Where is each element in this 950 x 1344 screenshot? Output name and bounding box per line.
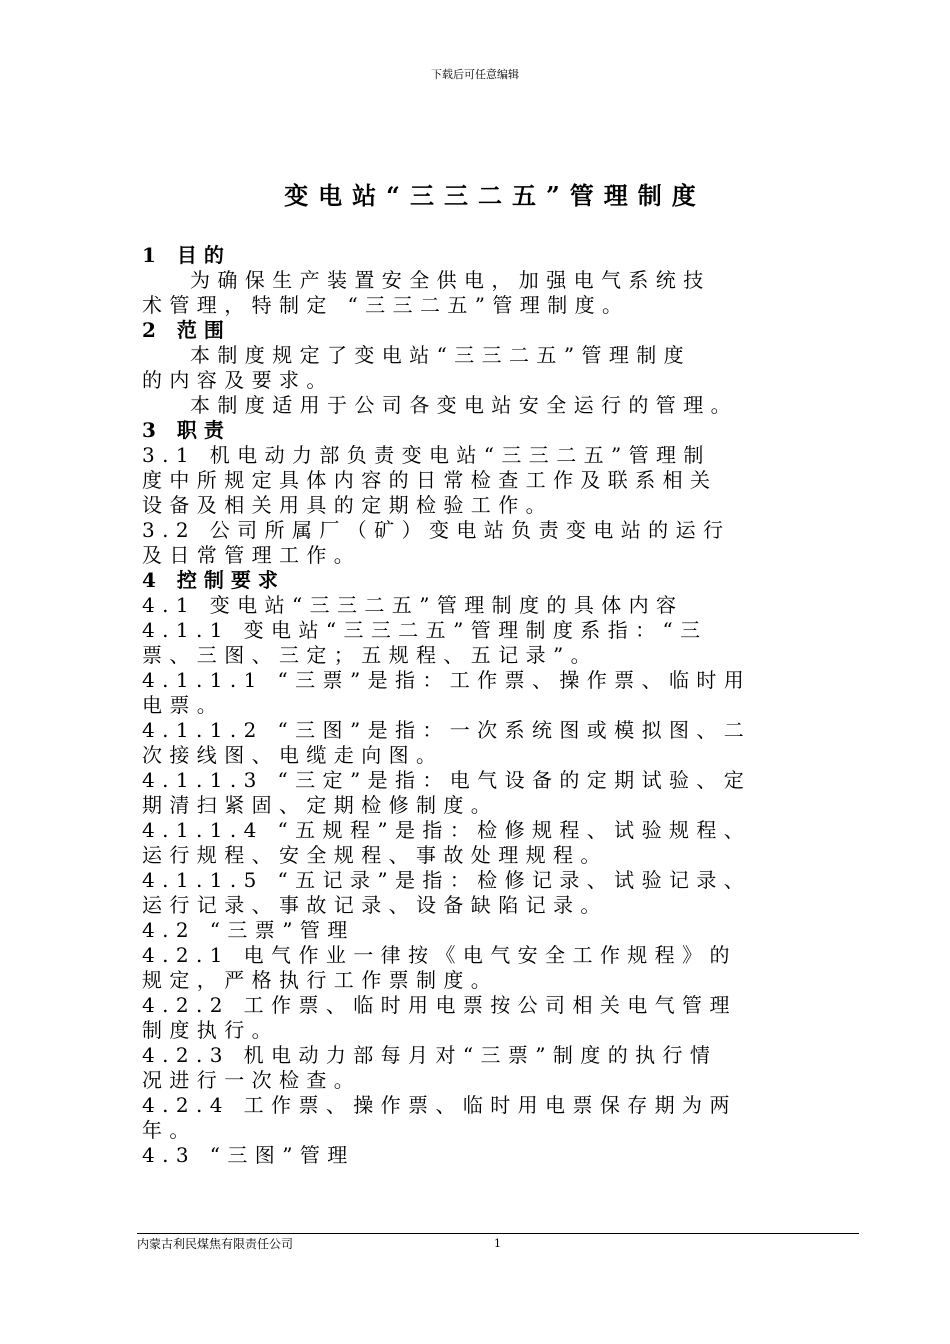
body-line: 为确保生产装置安全供电，加强电气系统技 <box>190 268 711 292</box>
body-line: 3.1 机电动力部负责变电站“三三二五”管理制 <box>142 443 711 467</box>
body-line: 本制度适用于公司各变电站安全运行的管理。 <box>190 393 738 417</box>
body-line: 度中所规定具体内容的日常检查工作及联系相关 <box>142 468 718 492</box>
body-line: 况进行一次检查。 <box>142 1068 362 1092</box>
body-line: 4.1.1.1 “三票”是指：工作票、操作票、临时用 <box>142 668 752 692</box>
body-line: 运行记录、事故记录、设备缺陷记录。 <box>142 893 608 917</box>
body-line: 4.2.3 机电动力部每月对“三票”制度的执行情 <box>142 1043 718 1067</box>
body-line: 制度执行。 <box>142 1018 279 1042</box>
section-heading: 1 目的 <box>142 243 231 267</box>
body-line: 次接线图、电缆走向图。 <box>142 743 444 767</box>
body-line: 4.2.1 电气作业一律按《电气安全工作规程》的 <box>142 943 737 967</box>
body-line: 术管理，特制定 “三三二五”管理制度。 <box>142 293 630 317</box>
body-line: 规定，严格执行工作票制度。 <box>142 968 499 992</box>
footer-divider <box>137 1233 859 1234</box>
body-line: 票、三图、三定；五规程、五记录”。 <box>142 643 599 667</box>
body-line: 运行规程、安全规程、事故处理规程。 <box>142 843 608 867</box>
body-line: 4.2.2 工作票、临时用电票按公司相关电气管理 <box>142 993 737 1017</box>
body-line: 的内容及要求。 <box>142 368 334 392</box>
body-line: 4.1.1.5 “五记录”是指：检修记录、试验记录、 <box>142 868 752 892</box>
body-line: 4.2.4 工作票、操作票、临时用电票保存期为两 <box>142 1093 737 1117</box>
section-heading: 3 职责 <box>142 418 231 442</box>
body-line: 4.1.1 变电站“三三二五”管理制度系指：“三 <box>142 618 708 642</box>
header-note: 下载后可任意编辑 <box>431 68 519 81</box>
document-body <box>142 243 847 1168</box>
section-heading: 2 范围 <box>142 318 231 342</box>
body-line: 4.1 变电站“三三二五”管理制度的具体内容 <box>142 593 684 617</box>
footer-company: 内蒙古利民煤焦有限责任公司 <box>137 1237 294 1251</box>
body-line: 4.1.1.3 “三定”是指：电气设备的定期试验、定 <box>142 768 752 792</box>
body-line: 期清扫紧固、定期检修制度。 <box>142 793 499 817</box>
body-line: 4.3 “三图”管理 <box>142 1143 355 1167</box>
body-line: 年。 <box>142 1118 197 1142</box>
document-title: 变电站“三三二五”管理制度 <box>284 181 706 210</box>
body-line: 4.2 “三票”管理 <box>142 918 355 942</box>
body-line: 3.2 公司所属厂（矿）变电站负责变电站的运行 <box>142 518 731 542</box>
body-line: 及日常管理工作。 <box>142 543 362 567</box>
body-line: 本制度规定了变电站“三三二五”管理制度 <box>190 343 692 367</box>
section-heading: 4 控制要求 <box>142 568 285 592</box>
page-number: 1 <box>494 1237 501 1250</box>
body-line: 电票。 <box>142 693 225 717</box>
body-line: 4.1.1.2 “三图”是指：一次系统图或模拟图、二 <box>142 718 752 742</box>
body-line: 4.1.1.4 “五规程”是指：检修规程、试验规程、 <box>142 818 752 842</box>
body-line: 设备及相关用具的定期检验工作。 <box>142 493 553 517</box>
